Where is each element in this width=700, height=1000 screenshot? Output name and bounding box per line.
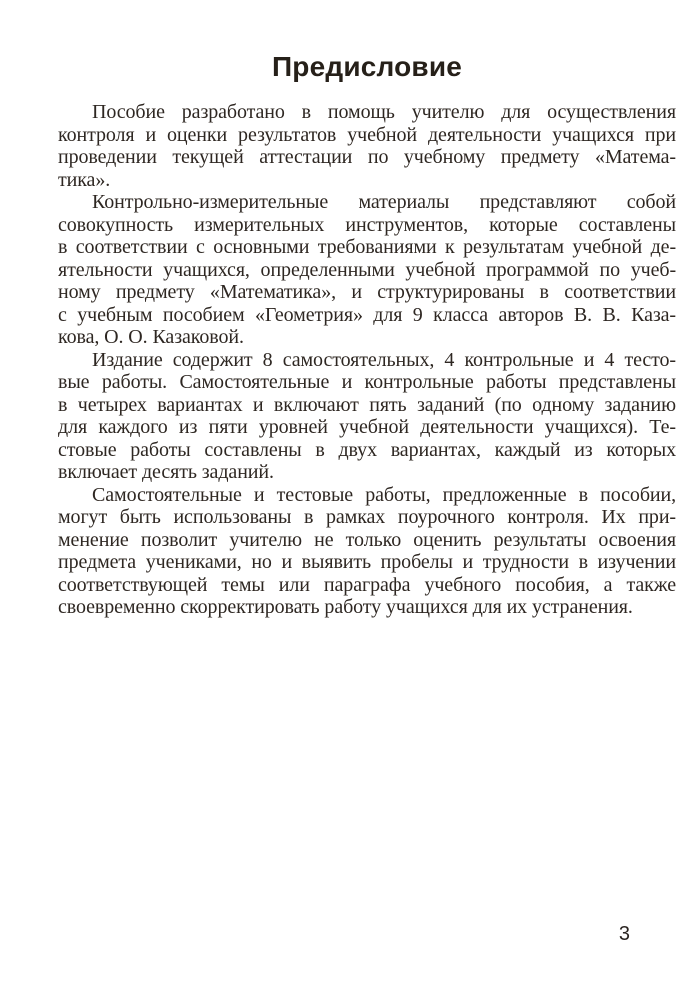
text-line: с учебным пособием «Геометрия» для 9 класса авторов В. В. Каза- bbox=[58, 303, 676, 326]
page-number: 3 bbox=[618, 923, 630, 945]
text-line: включает десять заданий. bbox=[58, 461, 274, 483]
text-line: для каждого из пяти уровней учебной деятельности учащихся). Те- bbox=[58, 416, 676, 438]
text-line: ятельности учащихся, определенными учебной программой по учеб- bbox=[58, 258, 676, 281]
text-line: Пособие разработано в помощь учителю для осуществления bbox=[92, 101, 676, 123]
text-line: тика». bbox=[58, 168, 111, 191]
text-line: в четырех вариантах и включают пять заданий (по одному заданию bbox=[58, 393, 676, 416]
text-line: предмета учениками, но и выявить пробелы и трудности в изучении bbox=[58, 551, 676, 573]
text-line: в соответствии с основными требованиями к результатам учебной де- bbox=[58, 236, 676, 258]
paragraph bbox=[58, 101, 676, 191]
paragraph bbox=[58, 191, 676, 349]
text-line: проведении текущей аттестации по учебному предмету «Матема- bbox=[58, 146, 676, 168]
preface-body bbox=[58, 101, 676, 619]
text-line: менение позволит учителю не только оценить результаты освоения bbox=[58, 528, 676, 551]
text-line: могут быть использованы в рамках поурочного контроля. Их при- bbox=[58, 506, 676, 528]
paragraph bbox=[58, 484, 676, 619]
paragraph bbox=[58, 349, 676, 484]
text-line: совокупность измерительных инструментов, которые составлены bbox=[58, 213, 676, 236]
text-line: ному предмету «Математика», и структурированы в соответствии bbox=[58, 281, 676, 303]
text-line: контроля и оценки результатов учебной деятельности учащихся при bbox=[58, 123, 676, 146]
page-title: Предисловие bbox=[271, 51, 463, 82]
text-line: кова, О. О. Казаковой. bbox=[58, 326, 244, 348]
text-line: своевременно скорректировать работу учащихся для их устранения. bbox=[58, 596, 633, 618]
text-line: Контрольно-измерительные материалы представляют собой bbox=[92, 191, 676, 213]
text-line: соответствующей темы или параграфа учебного пособия, а также bbox=[58, 573, 676, 596]
text-line: стовые работы составлены в двух вариантах, каждый из которых bbox=[58, 438, 676, 461]
text-line: вые работы. Самостоятельные и контрольные работы представлены bbox=[58, 371, 676, 393]
text-line: Самостоятельные и тестовые работы, предложенные в пособии, bbox=[92, 483, 676, 506]
text-line: Издание содержит 8 самостоятельных, 4 контрольные и 4 тесто- bbox=[92, 348, 676, 371]
